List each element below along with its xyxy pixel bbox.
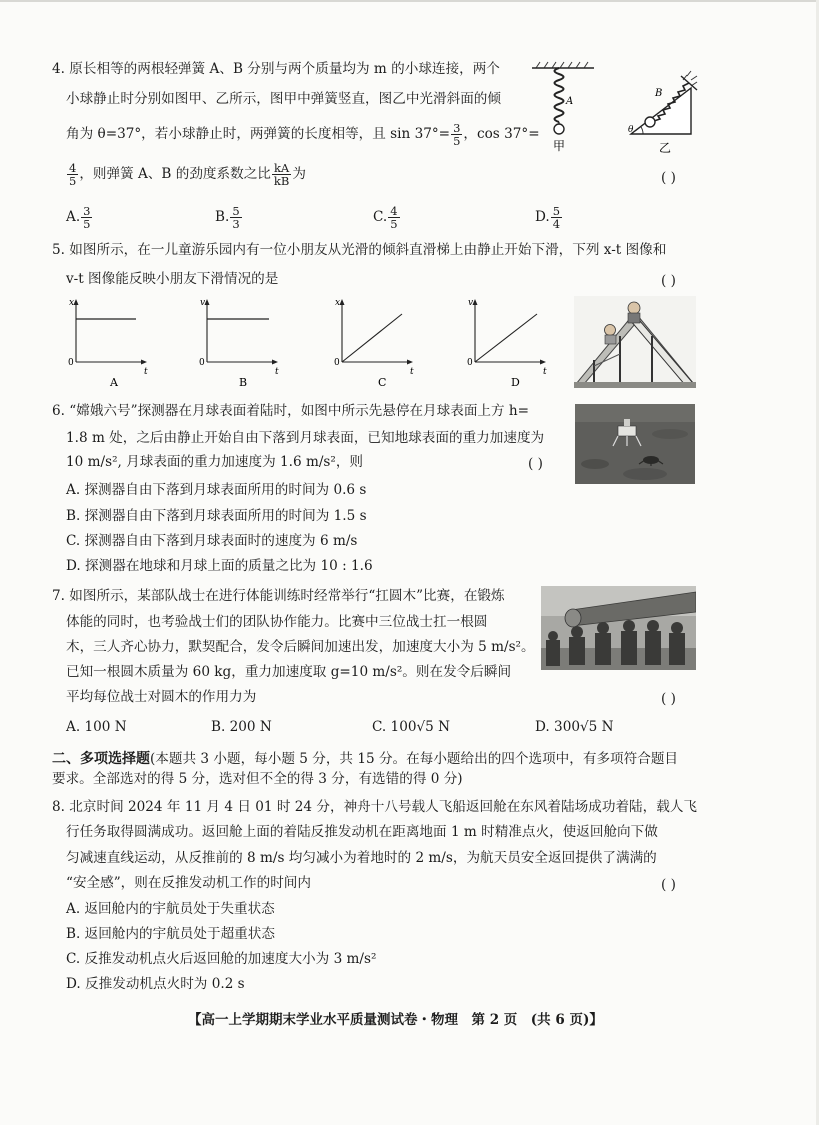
q5-text-line: 5. 如图所示，在一儿童游乐园内有一位小朋友从光滑的倾斜直滑梯上由静止开始下滑，下列 x-t 图像和 (52, 242, 667, 258)
y-axis-label: v (200, 298, 206, 308)
x-axis-label: t (144, 367, 148, 377)
graph-b[interactable] (197, 296, 297, 391)
sin-fraction: $\frac{3}{5}$ (453, 121, 461, 149)
q8-text-line: 8. 北京时间 2024 年 11 月 4 日 01 时 24 分，神舟十八号载人飞船返回舱在东风着陆场成功着陆，载人飞 (52, 799, 698, 815)
origin-label: 0 (334, 358, 340, 368)
option-c[interactable]: C. 探测器自由下落到月球表面时的速度为 6 m/s (66, 533, 358, 549)
cos-fraction: $\frac{4}{5}$ (69, 161, 77, 189)
q4-text: ，cos 37°= (463, 126, 540, 143)
soldiers-log-image (541, 586, 696, 670)
graph-label: C (378, 376, 387, 389)
section-note: 要求。全部选对的得 5 分，选对但不全的得 3 分，有选错的得 0 分) (52, 771, 463, 787)
answer-paren: ( ) (528, 456, 543, 472)
option-c[interactable]: C. $\frac{4}{5}$ (373, 204, 398, 232)
figure-spring-incline (625, 66, 705, 156)
graph-d[interactable] (465, 296, 565, 391)
option-d[interactable]: D. 反推发动机点火时为 0.2 s (66, 976, 245, 992)
option-c[interactable]: C. 反推发动机点火后返回舱的加速度大小为 3 m/s² (66, 951, 377, 967)
option-a[interactable]: A. 100 N (66, 719, 127, 735)
figure-spring-vertical (528, 60, 598, 155)
graph-label: B (239, 376, 248, 389)
lunar-lander-image (575, 404, 695, 484)
q4-text-line (66, 122, 540, 147)
section-heading (52, 747, 678, 768)
q4-text-line: 4. 原长相等的两根轻弹簧 A、B 分别与两个质量均为 m 的小球连接，两个 (52, 61, 500, 77)
figure-caption-jia: 甲 (553, 139, 566, 153)
graph-label: D (511, 376, 520, 389)
y-axis-label: x (69, 298, 75, 308)
graph-label: A (110, 376, 118, 389)
q4-text: ，则弹簧 A、B 的劲度系数之比 (79, 166, 271, 183)
q4-text: 为 (292, 166, 306, 183)
q7-text-line: 7. 如图所示，某部队战士在进行体能训练时经常举行“扛圆木”比赛，在锻炼 (52, 588, 505, 604)
y-axis-label: x (335, 298, 341, 308)
q5-text-line: v-t 图像能反映小朋友下滑情况的是 (66, 271, 279, 287)
option-b[interactable]: B. 200 N (211, 719, 272, 735)
answer-paren: ( ) (661, 691, 676, 707)
option-a[interactable]: A. 探测器自由下落到月球表面所用的时间为 0.6 s (66, 482, 367, 498)
option-d[interactable]: D. 300√5 N (535, 719, 614, 735)
x-axis-label: t (410, 367, 414, 377)
origin-label: 0 (467, 358, 473, 368)
q7-text-line: 平均每位战士对圆木的作用力为 (66, 689, 257, 705)
option-a[interactable]: A. 返回舱内的宇航员处于失重状态 (66, 901, 275, 917)
ratio-fraction: $\frac{kA}{kB}$ (273, 161, 290, 189)
answer-paren: ( ) (661, 877, 676, 893)
angle-label: θ (628, 125, 634, 135)
q7-text-line: 已知一根圆木质量为 60 kg，重力加速度取 g=10 m/s²。则在发令后瞬间 (66, 664, 512, 680)
x-axis-label: t (275, 367, 279, 377)
q7-text-line: 木，三人齐心协力，默契配合，发令后瞬间加速出发，加速度大小为 5 m/s²。 (66, 639, 535, 655)
q6-text-line: 1.8 m 处，之后由静止开始自由下落到月球表面，已知地球表面的重力加速度为 (66, 430, 545, 446)
q6-text-line: 10 m/s², 月球表面的重力加速度为 1.6 m/s²，则 (66, 454, 364, 470)
playground-slide-image (574, 296, 696, 388)
figure-caption-yi: 乙 (659, 141, 672, 155)
section-note: (本题共 3 小题，每小题 5 分，共 15 分。在每小题给出的四个选项中，有多项符合题目 (150, 751, 679, 767)
graph-a[interactable] (66, 296, 166, 391)
origin-label: 0 (68, 358, 74, 368)
spring-b-label: B (655, 88, 663, 99)
option-d[interactable]: D. 探测器在地球和月球上面的质量之比为 10 : 1.6 (66, 558, 373, 574)
answer-paren: ( ) (661, 170, 676, 186)
q7-text-line: 体能的同时，也考验战士们的团队协作能力。比赛中三位战士扛一根圆 (66, 614, 488, 630)
page-footer: 【高一上学期期末学业水平质量测试卷・物理 第 2 页 (共 6 页)】 (188, 1012, 603, 1028)
graph-c[interactable] (332, 296, 432, 391)
q8-text-line: 行任务取得圆满成功。返回舱上面的着陆反推发动机在距离地面 1 m 时精准点火，使返回舱向下做 (66, 824, 658, 840)
option-b[interactable]: B. $\frac{5}{3}$ (215, 204, 240, 232)
option-d[interactable]: D. $\frac{5}{4}$ (535, 204, 561, 232)
q8-text-line: “安全感”，则在反推发动机工作的时间内 (66, 875, 311, 891)
spring-a-label: A (566, 96, 574, 107)
option-b[interactable]: B. 返回舱内的宇航员处于超重状态 (66, 926, 275, 942)
x-axis-label: t (543, 367, 547, 377)
option-a[interactable]: A. $\frac{3}{5}$ (66, 204, 91, 232)
origin-label: 0 (199, 358, 205, 368)
q4-text-line (66, 162, 306, 187)
q8-text-line: 匀减速直线运动，从反推前的 8 m/s 均匀减小为着地时的 2 m/s，为航天员安全返回提供了满满的 (66, 850, 657, 866)
answer-paren: ( ) (661, 273, 676, 289)
y-axis-label: v (468, 298, 474, 308)
q4-text: 角为 θ=37°，若小球静止时，两弹簧的长度相等，且 sin 37°= (66, 126, 451, 143)
scan-edge (0, 0, 819, 2)
option-b[interactable]: B. 探测器自由下落到月球表面所用的时间为 1.5 s (66, 508, 367, 524)
q4-text-line: 小球静止时分别如图甲、乙所示，图甲中弹簧竖直，图乙中光滑斜面的倾 (66, 91, 501, 107)
option-c[interactable]: C. 100√5 N (372, 719, 451, 735)
section-title: 二、多项选择题 (52, 751, 150, 767)
q6-text-line: 6. “嫦娥六号”探测器在月球表面着陆时，如图中所示先悬停在月球表面上方 h= (52, 403, 530, 419)
